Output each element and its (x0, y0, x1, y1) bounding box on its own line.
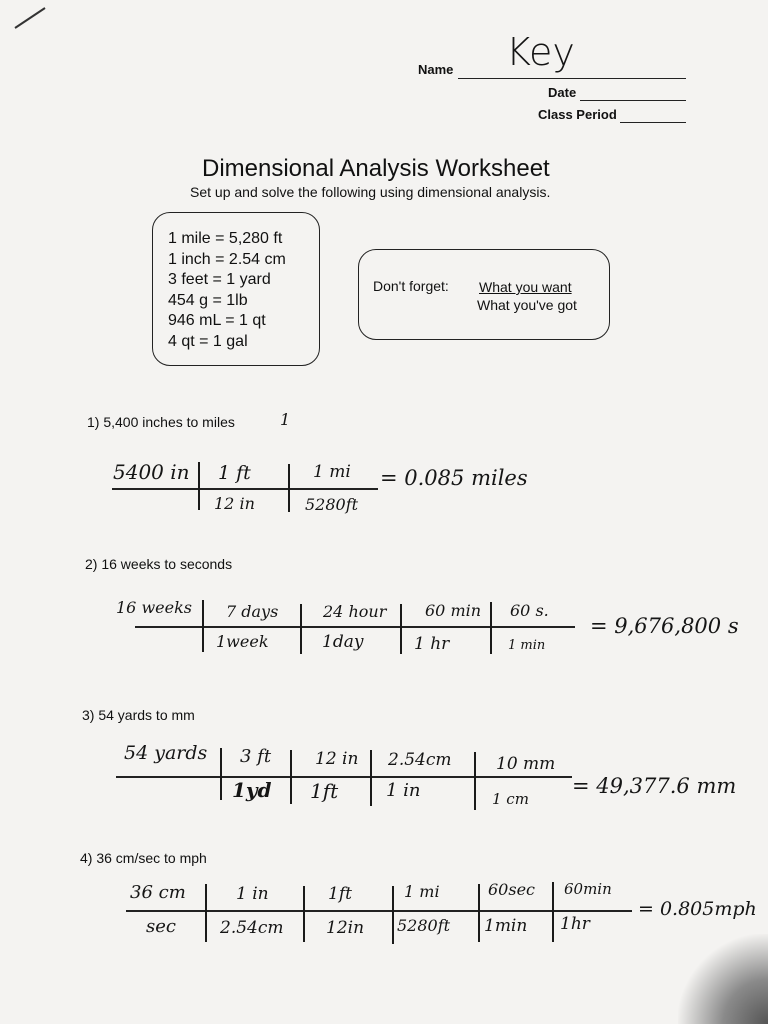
factor-top: 60min (564, 880, 612, 898)
factor-divider (220, 748, 222, 800)
page-shadow (678, 934, 768, 1024)
problem-prompt: 4) 36 cm/sec to mph (80, 850, 207, 866)
factor-divider (474, 752, 476, 810)
fraction-bar (126, 910, 632, 912)
conversion-item: 946 mL = 1 qt (168, 312, 266, 329)
conversion-item: 454 g = 1lb (168, 291, 248, 309)
factor-top: 16 weeks (116, 598, 192, 617)
fraction-bar (116, 776, 572, 778)
factor-bottom: 12in (326, 918, 365, 938)
factor-top: 1 in (236, 884, 269, 904)
reminder-bottom: What you've got (477, 297, 577, 313)
class-period-label: Class Period (538, 107, 617, 122)
factor-divider (202, 600, 204, 652)
factor-divider (205, 884, 207, 942)
factor-top: 1 ft (218, 462, 251, 484)
factor-bottom: 1 min (508, 638, 546, 653)
factor-bottom: 1hr (560, 914, 590, 934)
factor-divider (370, 750, 372, 806)
factor-bottom: 1day (322, 632, 364, 652)
reminder-box (358, 249, 610, 340)
factor-top: 1 mi (313, 462, 351, 482)
factor-bottom: 1 hr (414, 634, 450, 654)
problem-answer: = 0.085 miles (380, 466, 528, 490)
factor-divider (478, 884, 480, 942)
factor-bottom: 1 in (386, 780, 421, 801)
factor-divider (303, 886, 305, 942)
problem-answer: = 9,676,800 s (590, 614, 739, 638)
factor-divider (552, 882, 554, 942)
factor-top: 12 in (315, 749, 359, 769)
date-label: Date (548, 85, 577, 100)
factor-bottom: 12 in (214, 494, 255, 513)
factor-divider (392, 886, 394, 944)
factor-top: 5400 in (113, 460, 190, 484)
problem-answer: = 0.805mph (638, 898, 757, 920)
page-subtitle: Set up and solve the following using dimensional analysis. (190, 184, 551, 200)
factor-divider (300, 604, 302, 654)
factor-divider (290, 750, 292, 804)
class-period-line (620, 122, 686, 123)
name-line (458, 78, 686, 79)
problem-mark: 1 (280, 410, 291, 429)
factor-bottom: 1ft (310, 779, 339, 803)
factor-divider (400, 604, 402, 654)
factor-top: 60 s. (510, 601, 549, 620)
page-title: Dimensional Analysis Worksheet (202, 155, 550, 182)
factor-top: 24 hour (323, 602, 387, 621)
factor-bottom: sec (146, 916, 176, 937)
factor-top: 1 mi (404, 882, 440, 901)
fraction-bar (112, 488, 378, 490)
reminder-top: What you want (479, 279, 572, 295)
factor-top: 2.54cm (388, 750, 452, 770)
conversion-item: 4 qt = 1 gal (168, 332, 248, 350)
factor-divider (490, 602, 492, 654)
reminder-label: Don't forget: (373, 278, 449, 294)
factor-top: 60sec (488, 880, 535, 899)
conversion-item: 1 mile = 5,280 ft (168, 230, 283, 247)
factor-bottom: 1 cm (492, 790, 529, 808)
factor-top: 36 cm (130, 882, 186, 903)
factor-top: 3 ft (240, 746, 272, 767)
date-line (580, 100, 686, 101)
conversions-box (152, 212, 320, 366)
factor-bottom: 1week (216, 632, 269, 651)
factor-top: 60 min (425, 601, 482, 620)
problem-prompt: 1) 5,400 inches to miles (87, 414, 235, 430)
factor-top: 10 mm (496, 754, 556, 774)
factor-bottom: 5280ft (397, 916, 451, 935)
factor-top: 54 yards (124, 742, 208, 764)
name-label: Name (418, 62, 454, 77)
factor-divider (288, 464, 290, 512)
factor-divider (198, 462, 200, 510)
factor-bottom: 1min (484, 916, 528, 936)
conversion-list (168, 229, 286, 352)
problem-prompt: 2) 16 weeks to seconds (85, 556, 233, 572)
factor-bottom: 5280ft (305, 495, 359, 514)
pen-mark (10, 2, 50, 32)
conversion-item: 1 inch = 2.54 cm (168, 250, 286, 268)
name-value: Key (506, 30, 575, 74)
conversion-item: 3 feet = 1 yard (168, 271, 271, 288)
problem-answer: = 49,377.6 mm (572, 774, 737, 798)
factor-bottom: 2.54cm (220, 918, 284, 938)
factor-bottom: 1yd (232, 778, 272, 802)
factor-top: 1ft (328, 884, 352, 904)
fraction-bar (135, 626, 575, 628)
factor-top: 7 days (226, 602, 279, 621)
problem-prompt: 3) 54 yards to mm (82, 707, 195, 723)
